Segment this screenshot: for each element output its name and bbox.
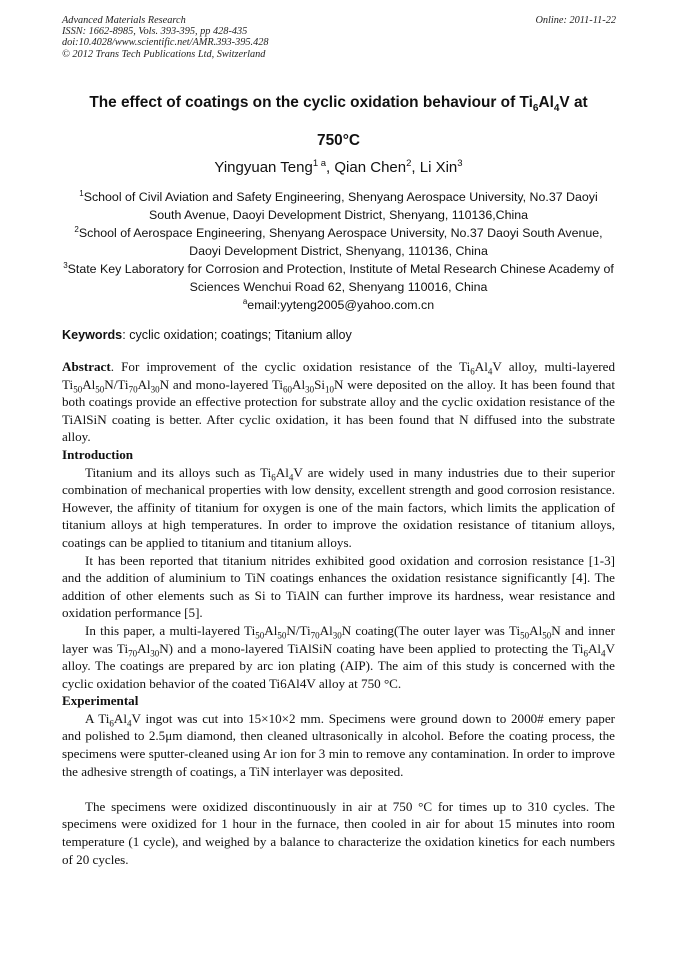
chem: Al [474,359,488,374]
title-text: The effect of coatings on the cyclic oxidation behaviour of Ti [89,94,533,111]
chem: Al [113,710,128,726]
experimental-text: A Ti [85,710,110,726]
chem-sub: 50 [520,630,530,641]
chem-sub: 6 [271,472,276,483]
chem-sub: 60 [283,384,293,395]
affiliation-3-text: State Key Laboratory for Corrosion and Protection, Institute of Metal Research Chinese Academy of Sciences Wenchui Road 62, Shenyang 110016, China [67,262,614,294]
chem: / [295,622,300,638]
chem: Ti [299,622,311,638]
experimental-paragraph-2: The specimens were oxidized discontinuously in air at 750 °C for times up to 310 cycles. The specimens were oxidized for 1 hour in the furnace, then cooled in air for about 15 minutes into room temperature (1 cycle), and weighed by a balance to characterize the oxidation kinetics for each numbers of 20 cycles. [62,798,615,867]
affiliation-2-text: School of Aerospace Engineering, Shenyang Aerospace University, No.37 Daoyi South Avenue, Daoyi Development District, Shenyang, 110136, China [78,226,603,258]
author-3-sup: 3 [457,158,463,169]
abstract-label: Abstract [62,359,111,374]
chem-sub: 50 [277,630,287,641]
title-line2: 750°C [317,132,360,149]
abstract-text: N were deposited on the alloy. It has been found that both coatings provide an effective protection for substrate alloy and the cyclic oxidation resistance of the TiAlSiN coating is better. After cyclic oxidation, it has been found that N diffused into the substrate alloy. [62,376,615,445]
title-sub-6: 6 [532,103,539,115]
affiliation-3-sup: 3 [63,260,68,270]
author-2-sup: 2 [406,158,412,169]
intro-text: N coating(The outer layer was Ti [341,622,521,638]
journal-header [62,15,622,60]
chem: / [113,376,118,392]
chem: Al [275,464,289,480]
chem-sub: 50 [255,630,265,641]
abstract-paragraph [62,358,615,446]
section-heading-introduction: Introduction [62,446,134,462]
chem-sub: 70 [310,630,320,641]
chem: Al [529,622,543,638]
author-3: Li Xin [419,159,458,176]
abstract-text: . For improvement of the cyclic oxidation resistance of the Ti [110,359,471,374]
chem-sub: 30 [150,648,160,659]
issn-line: ISSN: 1662-8985, Vols. 393-395, pp 428-435 [62,26,248,38]
keywords [62,326,615,344]
chem-sub: 70 [128,384,138,395]
abstract-text: V alloy, multi-layered Ti [62,359,615,392]
chem-sub: 50 [542,630,552,641]
author-sep: , [411,159,420,176]
journal-name: Advanced Materials Research [62,15,186,26]
affiliation-1 [62,188,615,224]
chem-sub: 6 [583,648,588,659]
author-list [62,157,615,179]
email-address: email:yyteng2005@yahoo.com.cn [247,298,435,312]
intro-text: V are widely used in many industries due to their superior combination of mechanical properties with low density, excellent strength and good corrosion resistance. However, the affinity of titanium for oxygen is one of the main factors, which limits the application of titanium alloys at high temperatures. In order to improve the oxidation resistance of titanium alloys, coatings can be applied to titanium and titanium alloys. [62,464,615,550]
intro-paragraph-1 [62,464,615,552]
chem-sub: 6 [470,366,475,377]
chem: Al [264,622,278,638]
intro-text: N and inner layer was Ti [62,622,615,656]
affiliation-2-sup: 2 [74,224,79,234]
affiliations [62,188,615,314]
copyright-line: © 2012 Trans Tech Publications Ltd, Switzerland [62,48,266,60]
section-heading-experimental: Experimental [62,693,139,709]
paper-body [62,358,615,868]
chem: Al [292,376,306,392]
title-suffix: V at [559,94,588,111]
chem-sub: 50 [73,384,83,395]
affiliation-3 [62,260,615,296]
paper-title [62,84,615,160]
chem-sub: 30 [150,384,160,395]
chem-sub: 6 [109,718,114,729]
chem: Al [319,622,333,638]
intro-text: Titanium and its alloys such as Ti [85,464,272,480]
keywords-label: Keywords [62,328,123,342]
chem-sub: 4 [601,648,606,659]
intro-text: N) and a mono-layered TiAlSiN coating have been applied to protecting the Ti [159,640,584,656]
online-date: Online: 2011-11-22 [535,15,616,26]
chem: Al [587,640,602,656]
title-sub-4: 4 [553,103,560,115]
chem-sub: 50 [95,384,105,395]
abstract-text: N and mono-layered Ti [159,376,284,392]
author-sep: , [326,159,335,176]
keywords-text: : cyclic oxidation; coatings; Titanium alloy [122,328,352,342]
intro-text: In this paper, a multi-layered Ti [85,622,256,638]
chem: Al [82,376,96,392]
chem-sub: 4 [487,366,493,377]
chem-sub: 70 [128,648,138,659]
chem: Al [137,376,151,392]
chem: N [286,622,296,638]
chem: N [104,376,114,392]
chem-sub: 4 [288,472,294,483]
author-1: Yingyuan Teng [214,159,313,176]
chem-sub: 4 [127,718,132,729]
intro-paragraph-2: It has been reported that titanium nitrides exhibited good oxidation and corrosion resistance [1-3] and the addition of aluminium to TiN coatings enhances the oxidation resistance significantly [4]. The addition of other elements such as Si to TiAlN can further improve its hardness, wear resistance and oxidation performance [5]. [62,552,615,621]
paragraph-gap [62,780,615,798]
chem: Si [314,376,326,392]
author-2: Qian Chen [334,159,407,176]
author-1-sup: 1 a [312,158,327,169]
affiliation-1-sup: 1 [79,188,84,198]
affiliation-2 [62,224,615,260]
intro-text: V alloy. The coatings are prepared by arc ion plating (AIP). The aim of this study is concerned with the cyclic oxidation behavior of the coated Ti6Al4V alloy at 750 °C. [62,640,615,691]
doi-line: doi:10.4028/www.scientific.net/AMR.393-395.428 [62,37,269,49]
chem: Ti [117,376,129,392]
chem-sub: 10 [325,384,335,395]
chem: Al [137,640,151,656]
chem-sub: 30 [305,384,315,395]
experimental-text: V ingot was cut into 15×10×2 mm. Specimens were ground down to 2000# emery paper and polished to 2.5μm diamond, then cleaned ultrasonically in alcohol. Before the coating process, the specimens were sputter-cleaned using Ar ion for 3 min to remove any contamination. In order to improve the adhesive strength of coatings, a TiN interlayer was deposited. [62,710,615,779]
chem-sub: 30 [332,630,342,641]
experimental-paragraph-1 [62,710,615,780]
intro-paragraph-3 [62,622,615,692]
affiliation-1-text: School of Civil Aviation and Safety Engineering, Shenyang Aerospace University, No.37 Daoyi South Avenue, Daoyi Development District, Shenyang, 110136,China [83,190,598,222]
email-line [62,296,615,314]
email-sup: a [242,296,248,306]
title-al: Al [538,94,554,111]
